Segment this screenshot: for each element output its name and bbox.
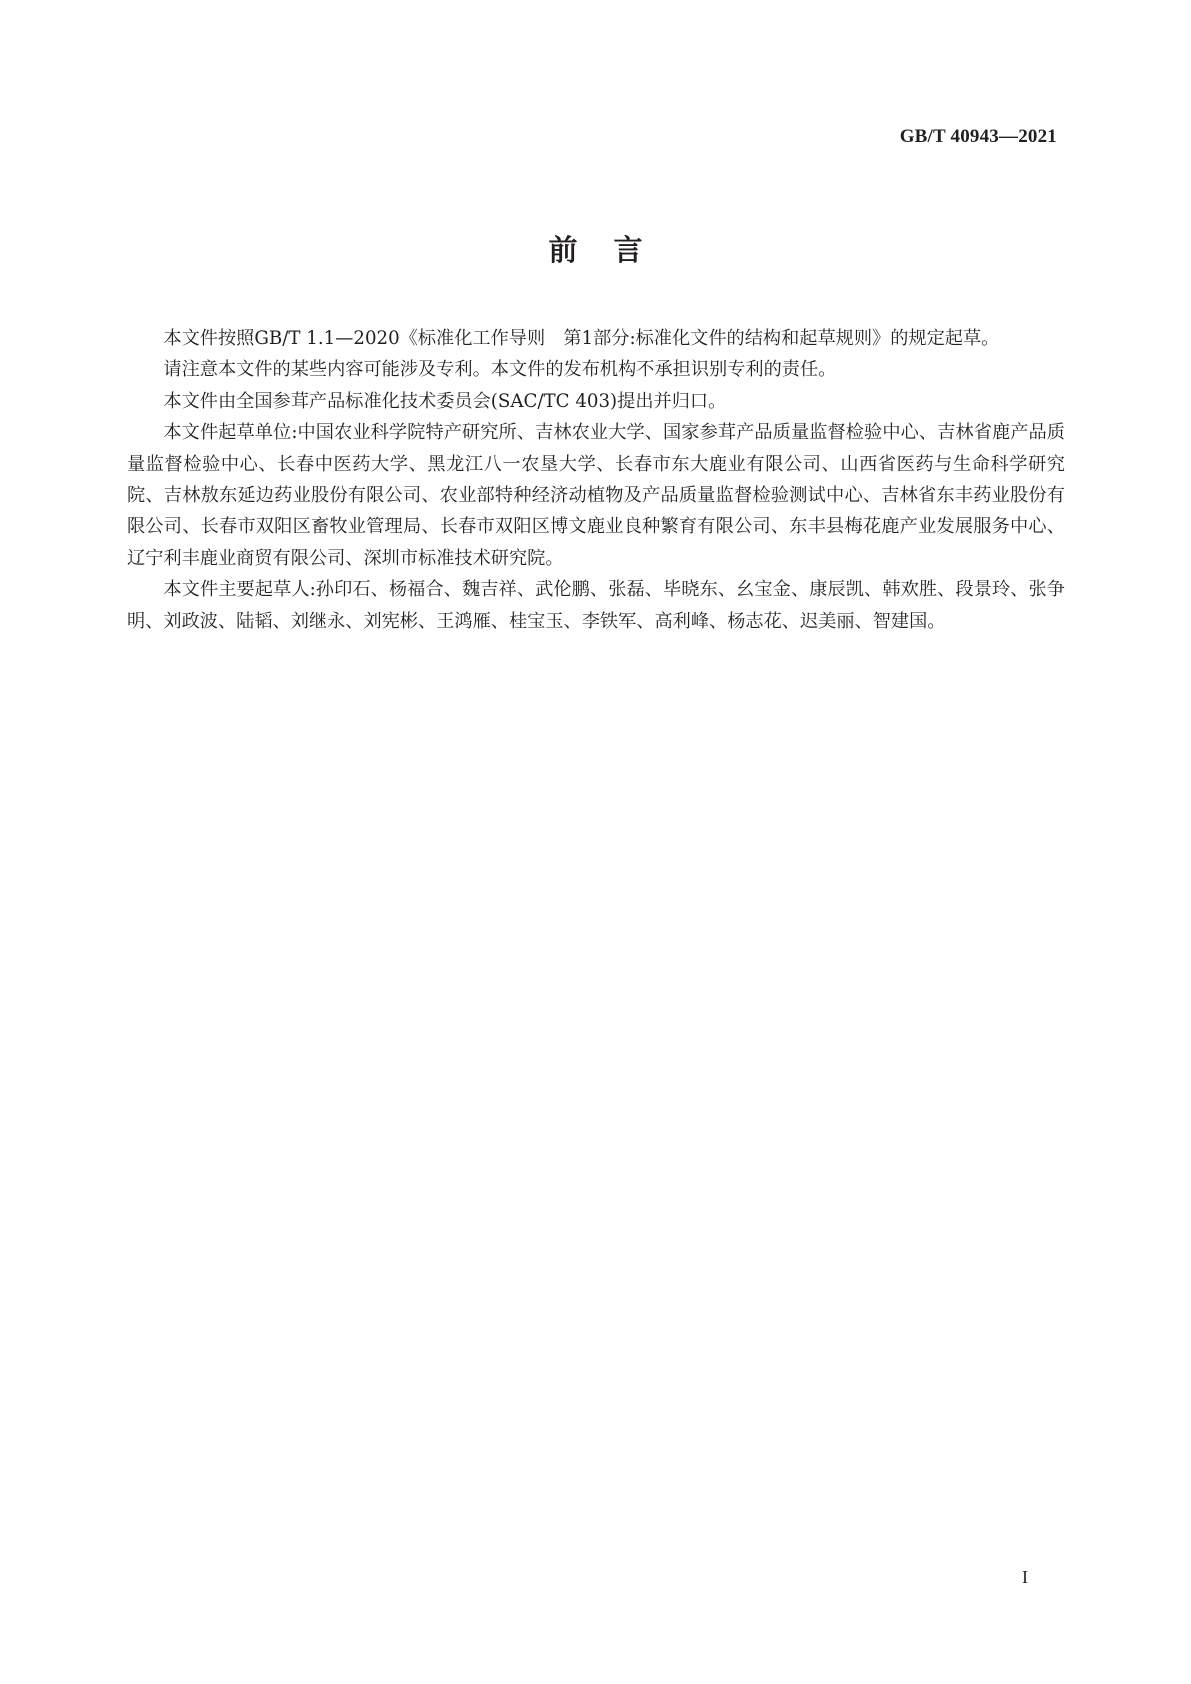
standard-code: GB/T 40943—2021 [899, 126, 1057, 147]
page-number: I [1022, 1567, 1028, 1587]
paragraph-drafters: 本文件主要起草人:孙印石、杨福合、魏吉祥、武伦鹏、张磊、毕晓东、幺宝金、康辰凯、韩欢胜、段景玲、张争明、刘政波、陆韬、刘继永、刘宪彬、王鸿雁、桂宝玉、李铁军、高利峰、杨志花、迟美丽、智建国。 [127, 579, 1065, 632]
foreword-body [127, 323, 1065, 637]
paragraph-drafting-units: 本文件起草单位:中国农业科学院特产研究所、吉林农业大学、国家参茸产品质量监督检验中心、吉林省鹿产品质量监督检验中心、长春中医药大学、黑龙江八一农垦大学、长春市东大鹿业有限公司、山西省医药与生命科学研究院、吉林敖东延边药业股份有限公司、农业部特种经济动植物及产品质量监督检验测试中心、吉林省东丰药业股份有限公司、长春市双阳区畜牧业管理局、长春市双阳区博文鹿业良种繁育有限公司、东丰县梅花鹿产业发展服务中心、辽宁利丰鹿业商贸有限公司、深圳市标准技术研究院。 [127, 422, 1065, 569]
paragraph-drafting-rules: 本文件按照GB/T 1.1—2020《标准化工作导则 第1部分:标准化文件的结构和起草规则》的规定起草。 [163, 328, 1000, 349]
paragraph-proposer: 本文件由全国参茸产品标准化技术委员会(SAC/TC 403)提出并归口。 [163, 390, 727, 412]
paragraph-patent-notice: 请注意本文件的某些内容可能涉及专利。本文件的发布机构不承担识别专利的责任。 [163, 359, 837, 381]
page-title: 前言 [548, 233, 679, 267]
